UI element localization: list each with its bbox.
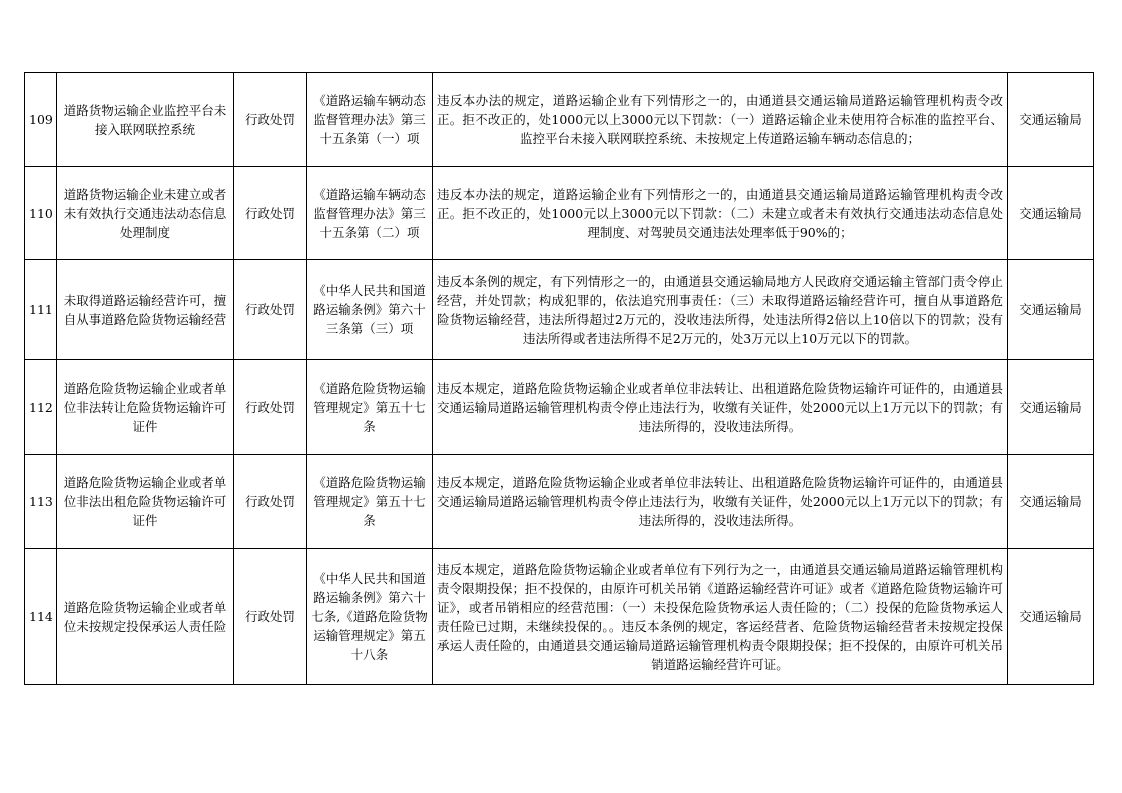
table-row [25,549,1094,685]
table-row [25,360,1094,455]
responsible-department: 交通运输局 [1008,260,1094,360]
power-type: 行政处罚 [234,549,307,685]
legal-basis: 《道路运输车辆动态监督管理办法》第三十五条第（二）项 [307,167,433,260]
row-number: 109 [25,73,57,167]
legal-basis: 《道路运输车辆动态监督管理办法》第三十五条第（一）项 [307,73,433,167]
legal-basis: 《中华人民共和国道路运输条例》第六十三条第（三）项 [307,260,433,360]
table-row [25,455,1094,549]
legal-basis: 《道路危险货物运输管理规定》第五十七条 [307,455,433,549]
penalty-content: 违反本规定，道路危险货物运输企业或者单位非法转让、出租道路危险货物运输许可证件的，由通道县交通运输局道路运输管理机构责令停止违法行为，收缴有关证件，处2000元以上1万元以下的罚款；有违法所得的，没收违法所得。 [433,455,1008,549]
item-name: 道路货物运输企业监控平台未接入联网联控系统 [57,73,234,167]
item-name: 未取得道路运输经营许可，擅自从事道路危险货物运输经营 [57,260,234,360]
legal-basis: 《道路危险货物运输管理规定》第五十七条 [307,360,433,455]
item-name: 道路危险货物运输企业或者单位非法出租危险货物运输许可证件 [57,455,234,549]
row-number: 111 [25,260,57,360]
item-name: 道路货物运输企业未建立或者未有效执行交通违法动态信息处理制度 [57,167,234,260]
row-number: 113 [25,455,57,549]
responsible-department: 交通运输局 [1008,360,1094,455]
table-row [25,260,1094,360]
legal-basis: 《中华人民共和国道路运输条例》第六十七条,《道路危险货物运输管理规定》第五十八条 [307,549,433,685]
penalty-content: 违反本办法的规定，道路运输企业有下列情形之一的，由通道县交通运输局道路运输管理机构责令改正。拒不改正的，处1000元以上3000元以下罚款：（二）未建立或者未有效执行交通违法动态信息处理制度、对驾驶员交通违法处理率低于90%的； [433,167,1008,260]
penalty-content: 违反本规定，道路危险货物运输企业或者单位有下列行为之一，由通道县交通运输局道路运输管理机构责令限期投保；拒不投保的，由原许可机关吊销《道路运输经营许可证》或者《道路危险货物运输许可证》，或者吊销相应的经营范围：（一）未投保危险货物承运人责任险的；（二）投保的危险货物承运人责任险已过期，未继续投保的。。违反本条例的规定，客运经营者、危险货物运输经营者未按规定投保承运人责任险的，由通道县交通运输局道路运输管理机构责令限期投保；拒不投保的，由原许可机关吊销道路运输经营许可证。 [433,549,1008,685]
power-type: 行政处罚 [234,260,307,360]
responsible-department: 交通运输局 [1008,455,1094,549]
penalty-content: 违反本办法的规定，道路运输企业有下列情形之一的，由通道县交通运输局道路运输管理机构责令改正。拒不改正的，处1000元以上3000元以下罚款：（一）道路运输企业未使用符合标准的监控平台、监控平台未接入联网联控系统、未按规定上传道路运输车辆动态信息的； [433,73,1008,167]
power-type: 行政处罚 [234,73,307,167]
penalty-content: 违反本规定，道路危险货物运输企业或者单位非法转让、出租道路危险货物运输许可证件的，由通道县交通运输局道路运输管理机构责令停止违法行为，收缴有关证件，处2000元以上1万元以下的罚款；有违法所得的，没收违法所得。 [433,360,1008,455]
responsible-department: 交通运输局 [1008,73,1094,167]
table-row [25,73,1094,167]
penalty-table [24,72,1094,685]
row-number: 114 [25,549,57,685]
row-number: 110 [25,167,57,260]
power-type: 行政处罚 [234,360,307,455]
responsible-department: 交通运输局 [1008,549,1094,685]
table-row [25,167,1094,260]
power-type: 行政处罚 [234,167,307,260]
row-number: 112 [25,360,57,455]
power-type: 行政处罚 [234,455,307,549]
penalty-content: 违反本条例的规定，有下列情形之一的，由通道县交通运输局地方人民政府交通运输主管部门责令停止经营，并处罚款；构成犯罪的，依法追究刑事责任：（三）未取得道路运输经营许可，擅自从事道路危险货物运输经营，违法所得超过2万元的，没收违法所得，处违法所得2倍以上10倍以下的罚款；没有违法所得或者违法所得不足2万元的，处3万元以上10万元以下的罚款。 [433,260,1008,360]
item-name: 道路危险货物运输企业或者单位未按规定投保承运人责任险 [57,549,234,685]
responsible-department: 交通运输局 [1008,167,1094,260]
item-name: 道路危险货物运输企业或者单位非法转让危险货物运输许可证件 [57,360,234,455]
